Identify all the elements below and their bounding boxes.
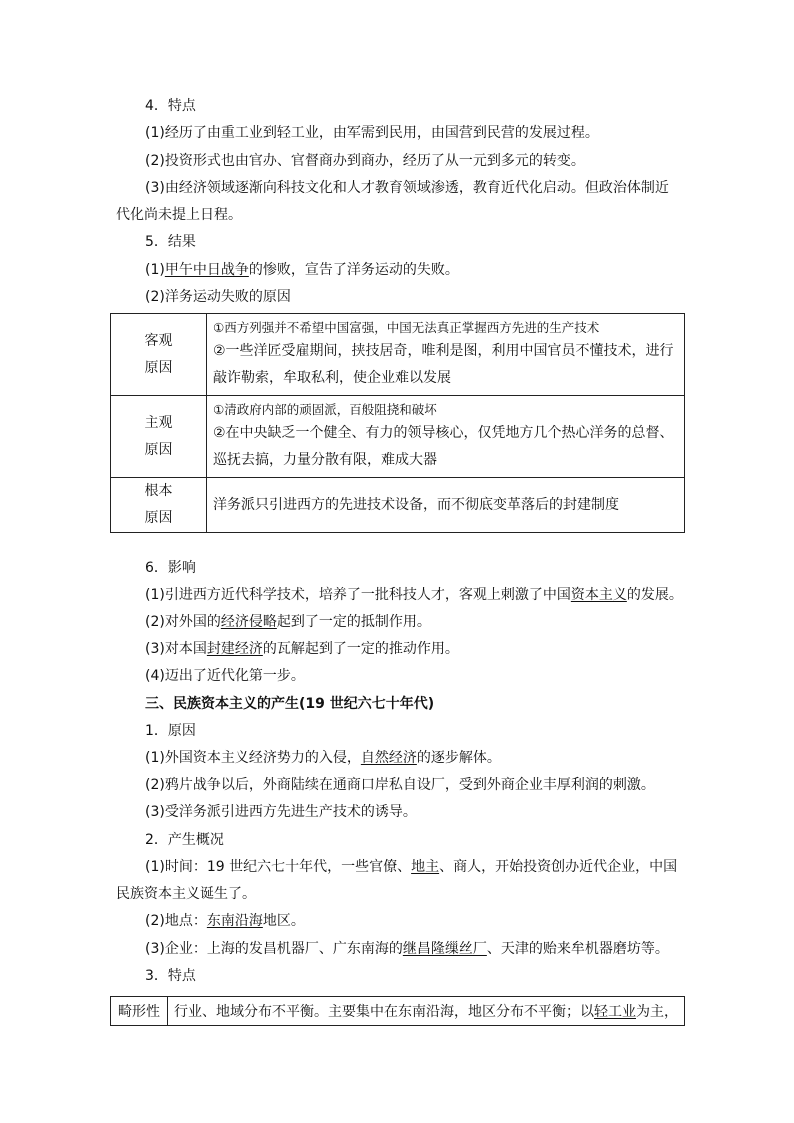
underlined-term: 资本主义 [570, 587, 627, 603]
row-label: 主观 原因 [111, 396, 207, 478]
row-label: 根本 原因 [111, 478, 207, 533]
table-row [111, 314, 685, 396]
paragraph-continuation: 代化尚未提上日程。 [116, 207, 242, 223]
paragraph: (1)甲午中日战争的惨败，宣告了洋务运动的失败。 [145, 262, 459, 278]
row-content: ①清政府内部的顽固派，百般阻挠和破坏 ②在中央缺乏一个健全、有力的领导核心，仅凭地方几个热心洋务的总督、 巡抚去搞，力量分散有限，难成大器 [207, 396, 685, 478]
paragraph: (2)洋务运动失败的原因 [145, 289, 291, 305]
failure-reasons-table [110, 313, 685, 533]
section-heading: 4．特点 [145, 98, 196, 114]
table-row [111, 396, 685, 478]
underlined-term: 轻工业 [594, 1004, 636, 1020]
paragraph: (1)引进西方近代科学技术，培养了一批科技人才，客观上刺激了中国资本主义的发展。 [145, 587, 683, 603]
row-label: 畸形性 [111, 997, 168, 1026]
underlined-term: 东南沿海 [206, 913, 263, 929]
row-content: 洋务派只引进西方的先进技术设备，而不彻底变革落后的封建制度 [207, 478, 685, 533]
paragraph: (4)迈出了近代化第一步。 [145, 668, 305, 684]
row-label: 客观 原因 [111, 314, 207, 396]
features-table [110, 996, 685, 1026]
paragraph: (1)经历了由重工业到轻工业，由军需到民用，由国营到民营的发展过程。 [145, 125, 599, 141]
paragraph: (2)地点：东南沿海地区。 [145, 913, 305, 929]
underlined-term: 地主 [411, 859, 440, 875]
table-row [111, 997, 685, 1026]
section-heading: 6．影响 [145, 560, 196, 576]
table-row [111, 478, 685, 533]
underlined-term: 继昌隆缫丝厂 [402, 941, 487, 957]
paragraph: (3)受洋务派引进西方先进生产技术的诱导。 [145, 804, 417, 820]
paragraph: (2)投资形式也由官办、官督商办到商办，经历了从一元到多元的转变。 [145, 153, 585, 169]
paragraph: (2)对外国的经济侵略起到了一定的抵制作用。 [145, 614, 431, 630]
paragraph-continuation: 民族资本主义诞生了。 [116, 886, 256, 902]
row-content: 行业、地域分布不平衡。主要集中在东南沿海，地区分布不平衡；以轻工业为主， [168, 997, 685, 1026]
section-heading: 3．特点 [145, 968, 196, 984]
section-heading: 5．结果 [145, 234, 196, 250]
paragraph: (3)对本国封建经济的瓦解起到了一定的推动作用。 [145, 641, 459, 657]
underlined-term: 甲午中日战争 [164, 262, 249, 278]
section-heading: 1．原因 [145, 723, 196, 739]
paragraph: (3)企业：上海的发昌机器厂、广东南海的继昌隆缫丝厂、天津的贻来牟机器磨坊等。 [145, 941, 669, 957]
paragraph: (1)时间：19 世纪六七十年代，一些官僚、地主、商人，开始投资创办近代企业，中国 [145, 859, 678, 875]
underlined-term: 自然经济 [360, 750, 417, 766]
underlined-term: 经济侵略 [220, 614, 277, 630]
paragraph: (3)由经济领域逐渐向科技文化和人才教育领域渗透，教育近代化启动。但政治体制近 [145, 180, 669, 196]
paragraph: (1)外国资本主义经济势力的入侵，自然经济的逐步解体。 [145, 750, 501, 766]
paragraph: (2)鸦片战争以后，外商陆续在通商口岸私自设厂，受到外商企业丰厚利润的刺激。 [145, 777, 655, 793]
underlined-term: 封建经济 [206, 641, 263, 657]
row-content: ①西方列强并不希望中国富强，中国无法真正掌握西方先进的生产技术 ②一些洋匠受雇期间，挟技居奇，唯利是图，利用中国官员不懂技术，进行 敲诈勒索，牟取私利，使企业难以发展 [207, 314, 685, 396]
part-title: 三、民族资本主义的产生(19 世纪六七十年代) [145, 696, 435, 712]
section-heading: 2．产生概况 [145, 832, 224, 848]
